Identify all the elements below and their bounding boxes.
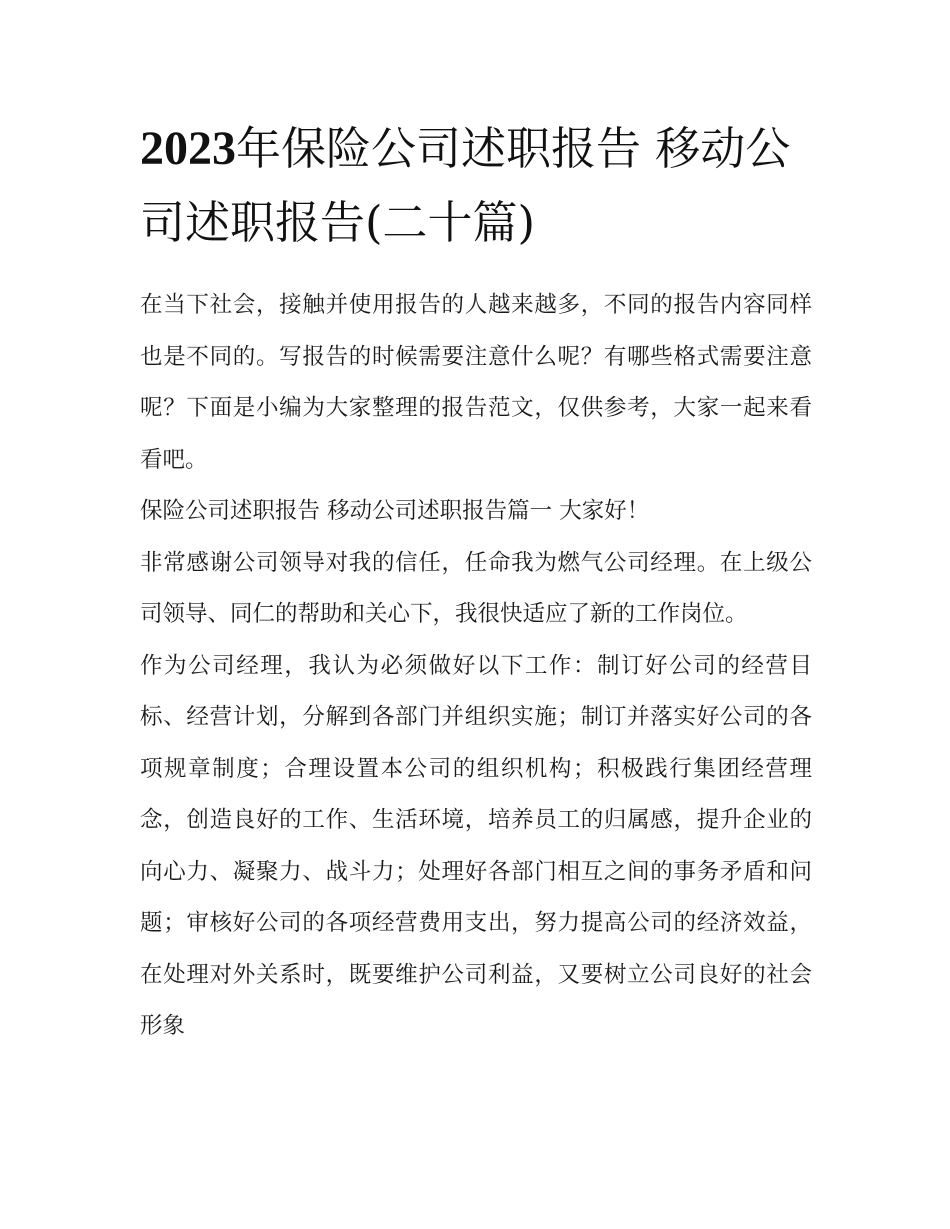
document-title [140, 112, 820, 260]
document-title-text: 年保险公司述职报告 移动公司述职报告(二十篇) [140, 122, 791, 249]
paragraph-intro: 在当下社会，接触并使用报告的人越来越多，不同的报告内容同样也是不同的。写报告的时候需要注意什么呢？有哪些格式需要注意呢？下面是小编为大家整理的报告范文，仅供参考，大家一起来看看吧。 [140, 292, 812, 473]
paragraph-thanks: 非常感谢公司领导对我的信任，任命我为燃气公司经理。在上级公司领导、同仁的帮助和关心下，我很快适应了新的工作岗位。 [140, 549, 812, 627]
paragraph-duties: 作为公司经理，我认为必须做好以下工作：制订好公司的经营目标、经营计划，分解到各部门并组织实施；制订并落实好公司的各项规章制度；合理设置本公司的组织机构；积极践行集团经营理念，创造良好的工作、生活环境，培养员工的归属感，提升企业的向心力、凝聚力、战斗力；处理好各部门相互之间的事务矛盾和问题；审核好公司的各项经营费用支出，努力提高公司的经济效益，在处理对外关系时，既要维护公司利益，又要树立公司良好的社会形象 [140, 652, 812, 1039]
paragraph-section-heading: 保险公司述职报告 移动公司述职报告篇一 大家好！ [140, 498, 650, 524]
document-title-year: 2023 [140, 122, 236, 175]
document-body [140, 280, 812, 1053]
